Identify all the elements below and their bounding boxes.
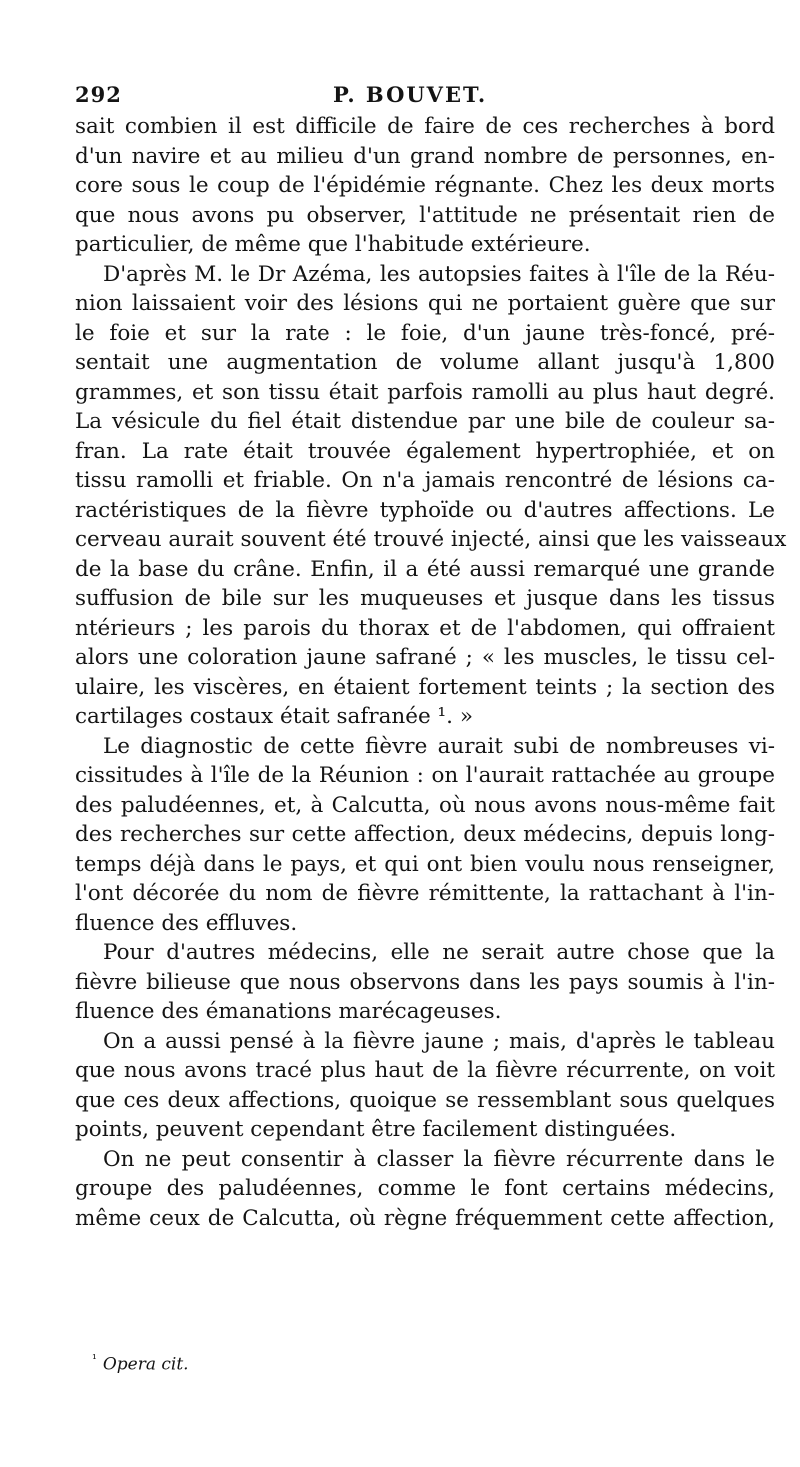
footnote-marker: ¹ [92,1352,97,1366]
text-line: ntérieurs ; les parois du thorax et de l'abdomen, qui offraient [75,615,775,641]
text-line: que nous avons pu observer, l'attitude ne présentait rien de [75,202,775,228]
text-line: le foie et sur la rate : le foie, d'un jaune très-foncé, pré- [75,320,775,346]
body-text [75,112,787,1233]
footnote [92,1352,189,1375]
text-line: cartilages costaux était safranée ¹. » [75,704,473,729]
text-line: fièvre bilieuse que nous observons dans les pays soumis à l'in- [75,969,775,995]
text-line: cerveau aurait souvent été trouvé injecté, ainsi que les vaisseaux [75,527,787,552]
text-line: temps déjà dans le pays, et qui ont bien voulu nous renseigner, [75,851,775,877]
paragraph-start-line: On a aussi pensé à la fièvre jaune ; mais, d'après le tableau [103,1028,775,1054]
text-line: des paludéennes, et, à Calcutta, où nous avons nous-même fait [75,792,775,818]
text-line: groupe des paludéennes, comme le font certains médecins, [75,1176,775,1201]
text-line: que nous avons tracé plus haut de la fièvre récurrente, on voit [75,1058,775,1083]
text-line: particulier, de même que l'habitude extérieure. [75,232,591,257]
running-head: P. BOUVET. [333,82,488,107]
page-header [75,82,775,110]
text-line: alors une coloration jaune safrané ; « les muscles, le tissu cel- [75,645,775,670]
text-line: fran. La rate était trouvée également hypertrophiée, et on [75,438,775,464]
text-line: sait combien il est difficile de faire de ces recherches à bord [75,114,775,139]
text-line: grammes, et son tissu était parfois ramolli au plus haut degré. [75,379,775,405]
text-line: points, peuvent cependant être facilement distinguées. [75,1117,677,1142]
text-line: La vésicule du fiel était distendue par une bile de couleur sa- [75,409,775,434]
paragraph-start-line: Le diagnostic de cette fièvre aurait subi de nombreuses vi- [103,733,775,759]
text-line: fluence des effluves. [75,910,298,936]
text-line: ractéristiques de la fièvre typhoïde ou d'autres affections. Le [75,497,775,523]
text-line: cissitudes à l'île de la Réunion : on l'aurait rattachée au groupe [75,763,775,788]
text-line: core sous le coup de l'épidémie régnante. Chez les deux morts [75,173,775,198]
text-line: d'un navire et au milieu d'un grand nombre de personnes, en- [75,143,775,169]
text-line: de la base du crâne. Enfin, il a été aussi remarqué une grande [75,556,775,582]
paragraph-start-line: Pour d'autres médecins, elle ne serait autre chose que la [103,940,775,965]
text-line: des recherches sur cette affection, deux médecins, depuis long- [75,822,775,847]
text-line: nion laissaient voir des lésions qui ne portaient guère que sur [75,291,775,316]
text-line: ulaire, les viscères, en étaient fortement teints ; la section des [75,674,775,700]
paragraph-start-line: D'après M. le Dr Azéma, les autopsies faites à l'île de la Réu- [103,261,775,287]
text-line: tissu ramolli et friable. On n'a jamais rencontré de lésions ca- [75,468,775,493]
text-line: suffusion de bile sur les muqueuses et jusque dans les tissus [75,586,775,611]
text-line: que ces deux affections, quoique se ressemblant sous quelques [75,1087,775,1113]
paragraph-start-line: On ne peut consentir à classer la fièvre récurrente dans le [103,1146,775,1172]
text-line: fluence des émanations marécageuses. [75,999,502,1024]
text-line: même ceux de Calcutta, où règne fréquemment cette affection, [75,1205,775,1231]
text-line: sentait une augmentation de volume allant jusqu'à 1,800 [75,350,775,375]
page-number: 292 [75,82,122,107]
text-line: l'ont décorée du nom de fièvre rémittente, la rattachant à l'in- [75,881,775,906]
footnote-text: Opera cit. [102,1354,189,1375]
